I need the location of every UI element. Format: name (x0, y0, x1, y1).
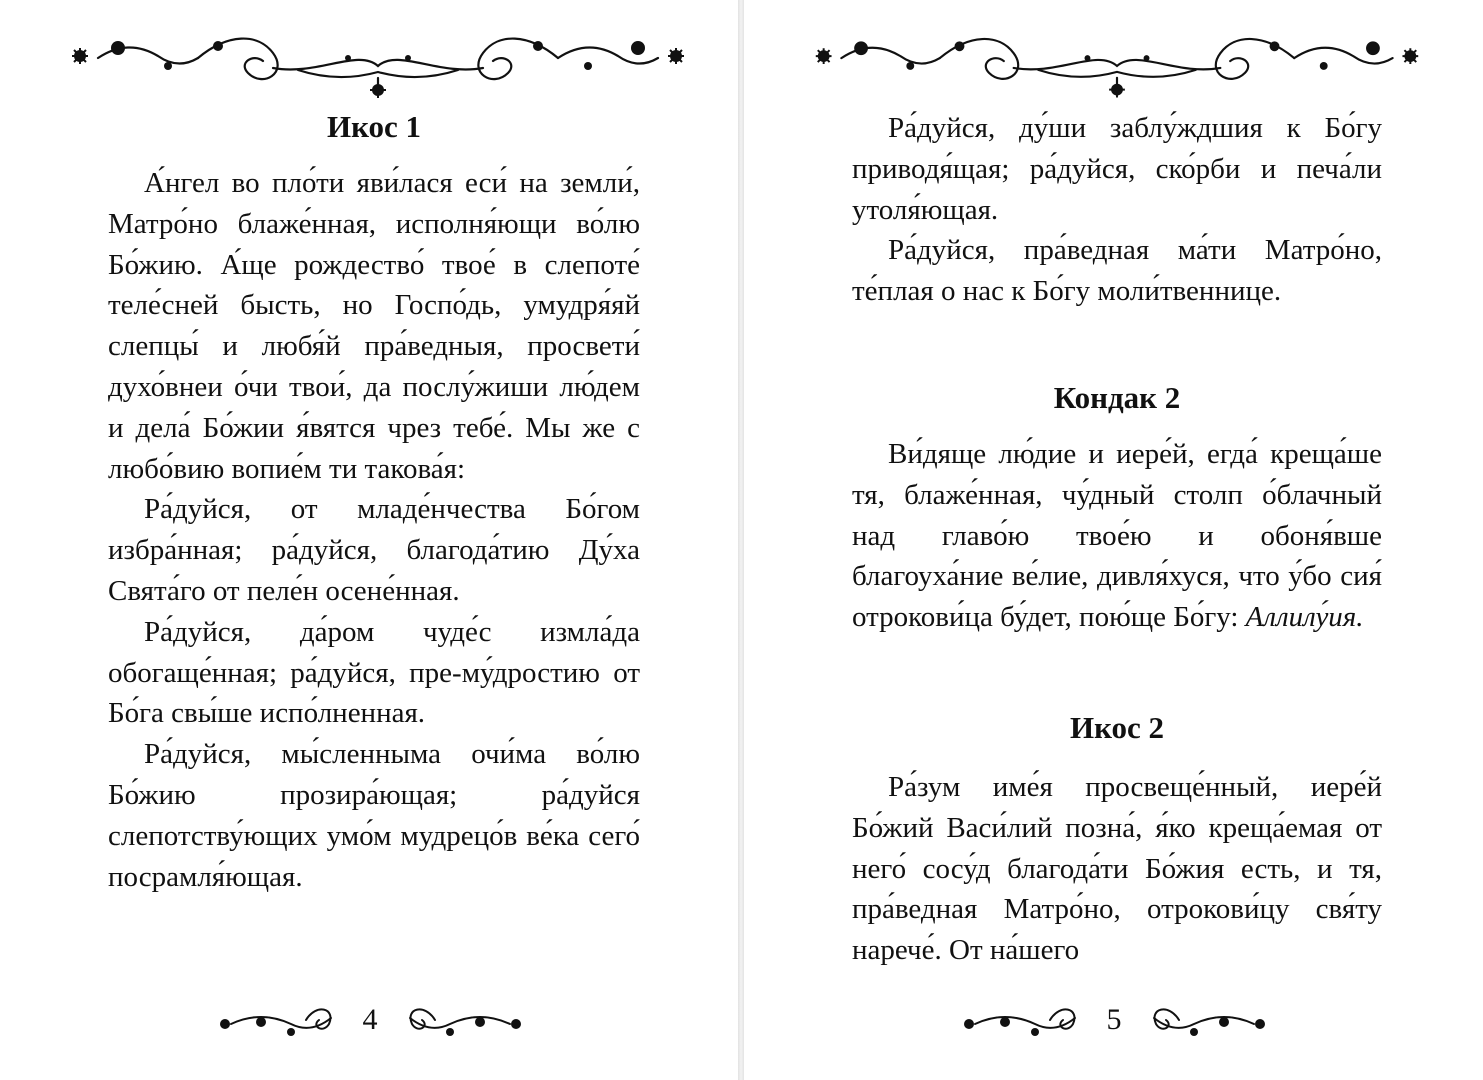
rejoice-paragraph-3: Ра́дуйся, мы́сленныма очи́ма во́лю Бо́жию прозира́ющая; ра́дуйся слепотству́ющих умо́м мудрецо́в ве́ка сего́ посрамля́ющая. (108, 738, 640, 893)
kondak-2-paragraph (852, 434, 1382, 638)
ikos-2-heading: Икос 2 (1069, 710, 1165, 745)
rejoice-paragraph-2: Ра́дуйся, да́ром чуде́с измла́да обогаще́нная; ра́дуйся, пре-му́дростию от Бо́га свы́ше испо́лненная. (108, 615, 640, 730)
left-page-footer (200, 990, 540, 1050)
alleluia-refrain: Аллилу́ия. (1245, 601, 1364, 634)
ikos-1-heading: Икос 1 (326, 109, 422, 144)
kondak-2-body (852, 434, 1382, 638)
footer-ornament-left-2 (955, 998, 1085, 1042)
right-page-footer (944, 990, 1284, 1050)
top-ornament-left (58, 28, 698, 100)
left-page-body (108, 163, 640, 897)
kondak-2-text: Ви́дяще лю́дие и иере́й, егда́ креща́ше тя, блаже́нная, чу́дный столп о́блачный над главо́ю твое́ю и обоня́вше благоуха́ние ве́лие, дивля́хуся, что у́бо сия́ отрокови́ца бу́дет, пою́ще Бо́гу: (852, 438, 1382, 634)
page-number-left: 4 (362, 1003, 378, 1036)
kondak-2-heading: Кондак 2 (1053, 380, 1181, 415)
footer-ornament-right (400, 998, 530, 1042)
rejoice-paragraph-1: Ра́дуйся, от младе́нчества Бо́гом избра́нная; ра́дуйся, благода́тию Ду́ха Свята́го от пеле́н осене́нная. (108, 493, 640, 607)
footer-ornament-left (211, 998, 341, 1042)
ikos-2-paragraph: Ра́зум име́я просвеще́нный, иере́й Бо́жий Васи́лий позна́, я́ко креща́емая от него́ сосу́д благода́ти Бо́жия есть, и тя, пра́ведная Матро́но, отрокови́цу свя́ту нарече́. От на́шего (852, 771, 1382, 967)
right-page (744, 0, 1483, 1080)
rejoice-paragraph-4: Ра́дуйся, ду́ши заблу́ждшия к Бо́гу приводя́щая; ра́дуйся, ско́рби и печа́ли утоля́ющая. (852, 112, 1382, 226)
footer-ornament-right-2 (1144, 998, 1274, 1042)
page-number-right: 5 (1106, 1003, 1122, 1036)
ikos-1-paragraph: А́нгел во пло́ти яви́лася еси́ на земли́, Матро́но блаже́нная, исполня́ющи во́лю Бо́жию. А́ще рождество́ твое́ в слепоте́ теле́сней бысть, но Госпо́дь, умудря́яй слепцы́ и любя́й пра́ведныя, просвети́ духо́внеи о́чи твои́, да послу́жиши лю́дем и дела́ Бо́жии я́вятся чрез тебе́. Мы же с любо́вию вопие́м ти такова́я: (108, 167, 640, 485)
top-ornament-right (802, 28, 1432, 100)
ikos-2-body (852, 767, 1382, 971)
rejoice-paragraph-5: Ра́дуйся, пра́ведная ма́ти Матро́но, те́плая о нас к Бо́гу моли́твеннице. (852, 234, 1382, 308)
right-page-top-body (852, 108, 1382, 312)
left-page (0, 0, 738, 1080)
